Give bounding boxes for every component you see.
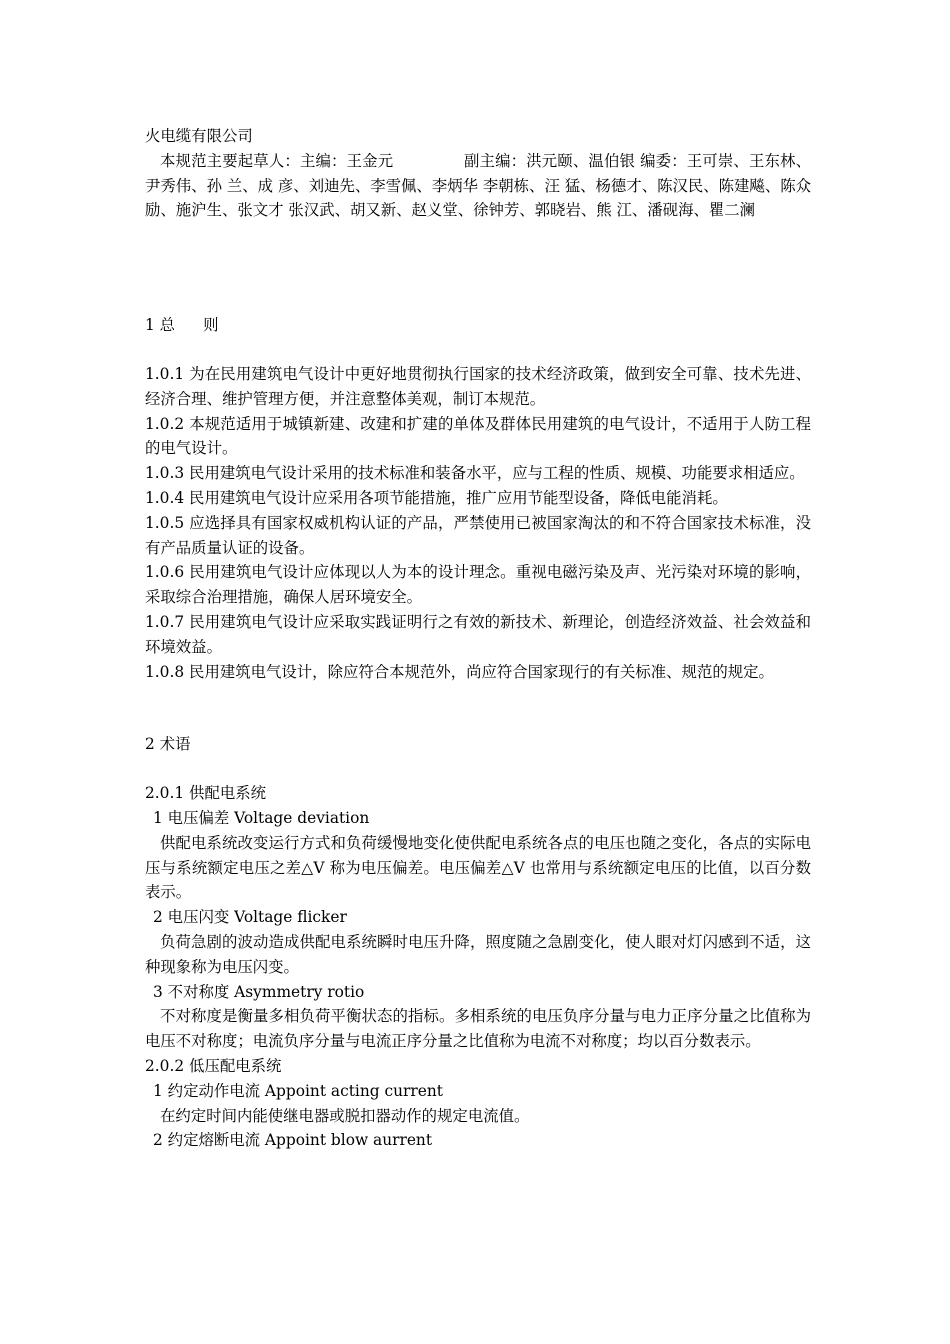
- term-voltage-deviation: 1 电压偏差 Voltage deviation: [153, 808, 370, 827]
- clause-1-0-8: 1.0.8 民用建筑电气设计，除应符合本规范外，尚应符合国家现行的有关标准、规范的规定。: [145, 662, 774, 681]
- term-voltage-flicker: 2 电压闪变 Voltage flicker: [153, 908, 347, 927]
- term-appoint-blow-current: 2 约定熔断电流 Appoint blow aurrent: [153, 1131, 433, 1150]
- clause-1-0-5: 1.0.5 应选择具有国家权威机构认证的产品，严禁使用已被国家淘汰的和不符合国家技术标准，没有产品质量认证的设备。: [145, 513, 811, 557]
- term-voltage-flicker-definition: 负荷急剧的波动造成供配电系统瞬时电压升降，照度随之急剧变化，使人眼对灯闪感到不适，这种现象称为电压闪变。: [145, 932, 811, 976]
- term-asymmetry-ratio-definition: 不对称度是衡量多相负荷平衡状态的指标。多相系统的电压负序分量与电力正序分量之比值称为电压不对称度；电流负序分量与电流正序分量之比值称为电流不对称度；均以百分数表示。: [145, 1007, 811, 1051]
- chapter-1-number: 1 总: [145, 316, 176, 335]
- company-name: 火电缆有限公司: [145, 127, 253, 145]
- chapter-1-heading: [145, 313, 811, 338]
- spacer: [145, 338, 811, 362]
- chapter-1-title-tail: 则: [203, 316, 219, 335]
- spacer: [145, 223, 811, 313]
- term-appoint-acting-current: 1 约定动作电流 Appoint acting current: [153, 1081, 443, 1100]
- clause-1-0-6: 1.0.6 民用建筑电气设计应体现以人为本的设计理念。重视电磁污染及声、光污染对环境的影响，采取综合治理措施，确保人居环境安全。: [145, 563, 811, 607]
- clause-1-0-1: 1.0.1 为在民用建筑电气设计中更好地贯彻执行国家的技术经济政策，做到安全可靠、技术先进、经济合理、维护管理方便，并注意整体美观，制订本规范。: [145, 364, 811, 408]
- chapter-2-heading: 2 术语: [145, 735, 191, 754]
- section-2-0-2-title: 2.0.2 低压配电系统: [145, 1056, 282, 1075]
- clause-1-0-3: 1.0.3 民用建筑电气设计采用的技术标准和装备水平，应与工程的性质、规模、功能要求相适应。: [145, 464, 805, 483]
- term-appoint-acting-current-definition: 在约定时间内能使继电器或脱扣器动作的规定电流值。: [160, 1106, 530, 1125]
- spacer: [145, 684, 811, 732]
- section-2-0-1-title: 2.0.1 供配电系统: [145, 784, 267, 803]
- term-asymmetry-ratio: 3 不对称度 Asymmetry rotio: [153, 982, 365, 1001]
- document-page: [145, 124, 811, 1153]
- clause-1-0-7: 1.0.7 民用建筑电气设计应采取实践证明行之有效的新技术、新理论，创造经济效益、社会效益和环境效益。: [145, 612, 811, 656]
- spacer: [145, 757, 811, 781]
- drafters-list: 本规范主要起草人：主编：王金元 副主编：洪元颐、温伯银 编委：王可崇、王东林、尹秀伟、孙 兰、成 彦、刘迪先、李雪佩、李炳华 李朝栋、汪 猛、杨德才、陈汉民、陈建飚、陈众励、施沪生、张文才 张汉武、胡又新、赵义堂、徐钟芳、郭晓岩、熊 江、潘砚海、瞿二澜: [145, 151, 811, 220]
- clause-1-0-4: 1.0.4 民用建筑电气设计应采用各项节能措施，推广应用节能型设备，降低电能消耗。: [145, 488, 728, 507]
- clause-1-0-2: 1.0.2 本规范适用于城镇新建、改建和扩建的单体及群体民用建筑的电气设计，不适用于人防工程的电气设计。: [145, 414, 811, 458]
- term-voltage-deviation-definition: 供配电系统改变运行方式和负荷缓慢地变化使供配电系统各点的电压也随之变化，各点的实际电压与系统额定电压之差△V 称为电压偏差。电压偏差△V 也常用与系统额定电压的比值，以百分数表示。: [145, 833, 811, 902]
